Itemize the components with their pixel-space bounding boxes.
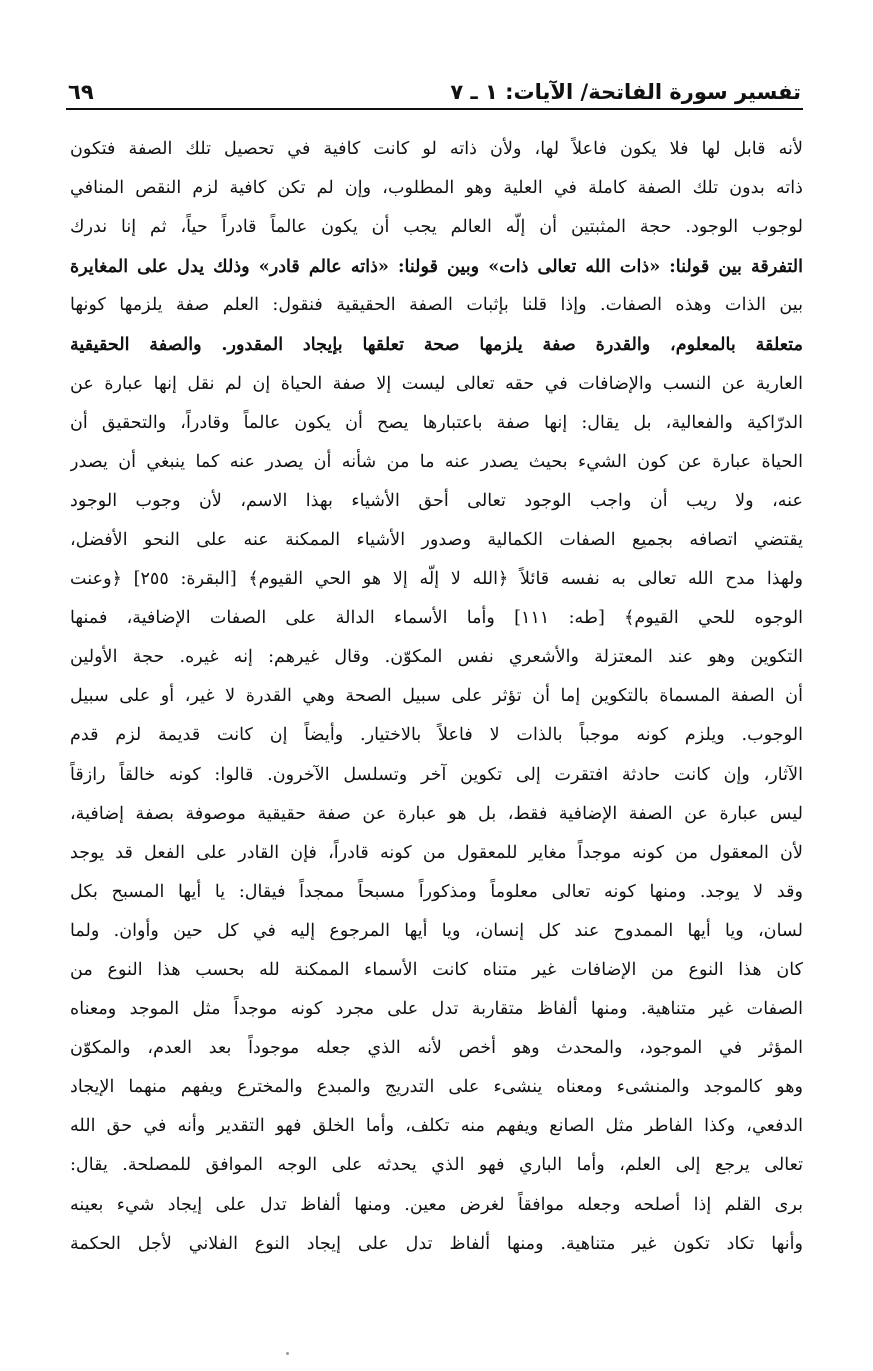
text-line: ليس عبارة عن الصفة الإضافية فقط، بل هو عبارة عن صفة حقيقية موصوفة بصفة إضافية، bbox=[70, 803, 803, 824]
text-line: وأنها تكاد تكون غير متناهية. ومنها ألفاظ تدل على إيجاد النوع الفلاني لأجل الحكمة bbox=[70, 1233, 803, 1254]
text-line: التكوين وهو عند المعتزلة والأشعري نفس المكوّن. وقال غيرهم: إنه غيره. حجة الأولين bbox=[70, 647, 803, 668]
text-line: متعلقة بالمعلوم، والقدرة صفة يلزمها صحة تعلقها بإيجاد المقدور. والصفة الحقيقية bbox=[70, 334, 803, 356]
text-line: لأن المعقول من كونه موجداً مغاير للمعقول من كونه قادراً، فإن القادر على الفعل قد يوجد bbox=[70, 842, 803, 863]
text-line: وقد لا يوجد. ومنها كونه تعالى معلوماً ومذكوراً مسبحاً ممجداً فيقال: يا أيها المسبح بكل bbox=[70, 881, 803, 902]
text-line: لسان، ويا أيها الممدوح عند كل إنسان، ويا أيها المرجوع إليه في كل حين وأوان. ولما bbox=[70, 920, 803, 941]
text-line: الحياة عبارة عن كون الشيء بحيث يصدر عنه ما من شأنه أن يصدر عنه كما ينبغي أن يصدر bbox=[70, 451, 803, 472]
text-line: لأنه قابل لها فلا يكون فاعلاً لها، ولأن ذاته لو كانت كافية في تحصيل تلك الصفة فتكون bbox=[70, 139, 803, 159]
text-line: الآثار، وإن كانت حادثة افتقرت إلى تكوين آخر وتسلسل الآخرون. قالوا: كونه خالقاً رازقاً bbox=[70, 764, 803, 785]
text-line: التفرقة بين قولنا: «ذات الله تعالى ذات» وبين قولنا: «ذاته عالم قادر» وذلك يدل على المغايرة bbox=[70, 256, 803, 278]
text-line: ولهذا مدح الله تعالى به نفسه قائلاً ﴿الله لا إلّه إلا هو الحي القيوم﴾ [البقرة: ٢٥٥] ﴿وعنت bbox=[70, 569, 803, 590]
text-line: تعالى يرجع إلى العلم، وأما الباري فهو الذي يحدثه على الوجه الموافق للمصلحة. يقال: bbox=[70, 1155, 803, 1176]
body-text bbox=[70, 130, 803, 1264]
text-line: العارية عن النسب والإضافات في حقه تعالى ليست إلا صفة الحياة إن لم نقل إنها عبارة عن bbox=[70, 373, 803, 394]
page-number: ٦٩ bbox=[68, 80, 94, 104]
text-line: وهو كالموجد والمنشىء ومعناه ينشىء على التدريج والمبدع والمخترع ويفهم منهما الإيجاد bbox=[70, 1077, 803, 1098]
text-line: الدرّاكية والفعالية، بل يقال: إنها صفة باعتبارها يصح أن يكون عالماً وقادراً، والتحقيق أن bbox=[70, 412, 803, 433]
text-line: الدفعي، وكذا الفاطر مثل الصانع ويفهم منه تكلف، وأما الخلق فهو التقدير وأنه في حق الله bbox=[70, 1116, 803, 1137]
text-line: الصفات غير متناهية. ومنها ألفاظ متقاربة تدل على مجرد كونه موجداً مثل الموجد ومعناه bbox=[70, 999, 803, 1020]
text-line: المؤثر في الموجود، والمحدث وهو أخص لأنه الذي جعله موجوداً بعد العدم، والمكوّن bbox=[70, 1038, 803, 1059]
header-rule bbox=[66, 108, 803, 110]
text-line: بين الذات وهذه الصفات. وإذا قلنا بإثبات الصفة الحقيقية فنقول: العلم صفة يلزمها كونها bbox=[70, 295, 803, 316]
print-speck bbox=[286, 1352, 289, 1355]
text-line: الوجوه للحي القيوم﴾ [طه: ١١١] وأما الأسماء الدالة على الصفات الإضافية، فمنها bbox=[70, 608, 803, 629]
text-line: أن الصفة المسماة بالتكوين إما أن تؤثر على سبيل الصحة وهي القدرة لا غير، أو على سبيل bbox=[70, 686, 803, 707]
text-line: يقتضي اتصافه بجميع الصفات الكمالية وصدور الأشياء الممكنة عنه على النحو الأفضل، bbox=[70, 529, 803, 550]
text-line: برى القلم إذا أصلحه وجعله موافقاً لغرض معين. ومنها ألفاظ تدل على إيجاد شيء بعينه bbox=[70, 1194, 803, 1215]
text-line: ذاته بدون تلك الصفة كاملة في العلية وهو المطلوب، وإن لم تكن كافية لزم النقص المنافي bbox=[70, 178, 803, 199]
header-title: تفسير سورة الفاتحة/ الآيات: ١ ـ ٧ bbox=[450, 80, 801, 104]
text-line: كان هذا النوع من الإضافات غير متناه كانت الأسماء الممكنة لله بحسب هذا النوع من bbox=[70, 959, 803, 980]
text-line: لوجوب الوجود. حجة المثبتين أن إلّه العالم يجب أن يكون عالماً قادراً حياً، ثم إنا ندرك bbox=[70, 217, 803, 238]
running-header bbox=[68, 70, 801, 104]
text-line: الوجوب. ويلزم كونه موجباً بالذات لا فاعلاً بالاختيار. وأيضاً إن كانت قديمة لزم قدم bbox=[70, 725, 803, 746]
text-line: عنه، ولا ريب أن واجب الوجود تعالى أحق الأشياء بهذا الاسم، لأن وجوب الوجود bbox=[70, 490, 803, 511]
